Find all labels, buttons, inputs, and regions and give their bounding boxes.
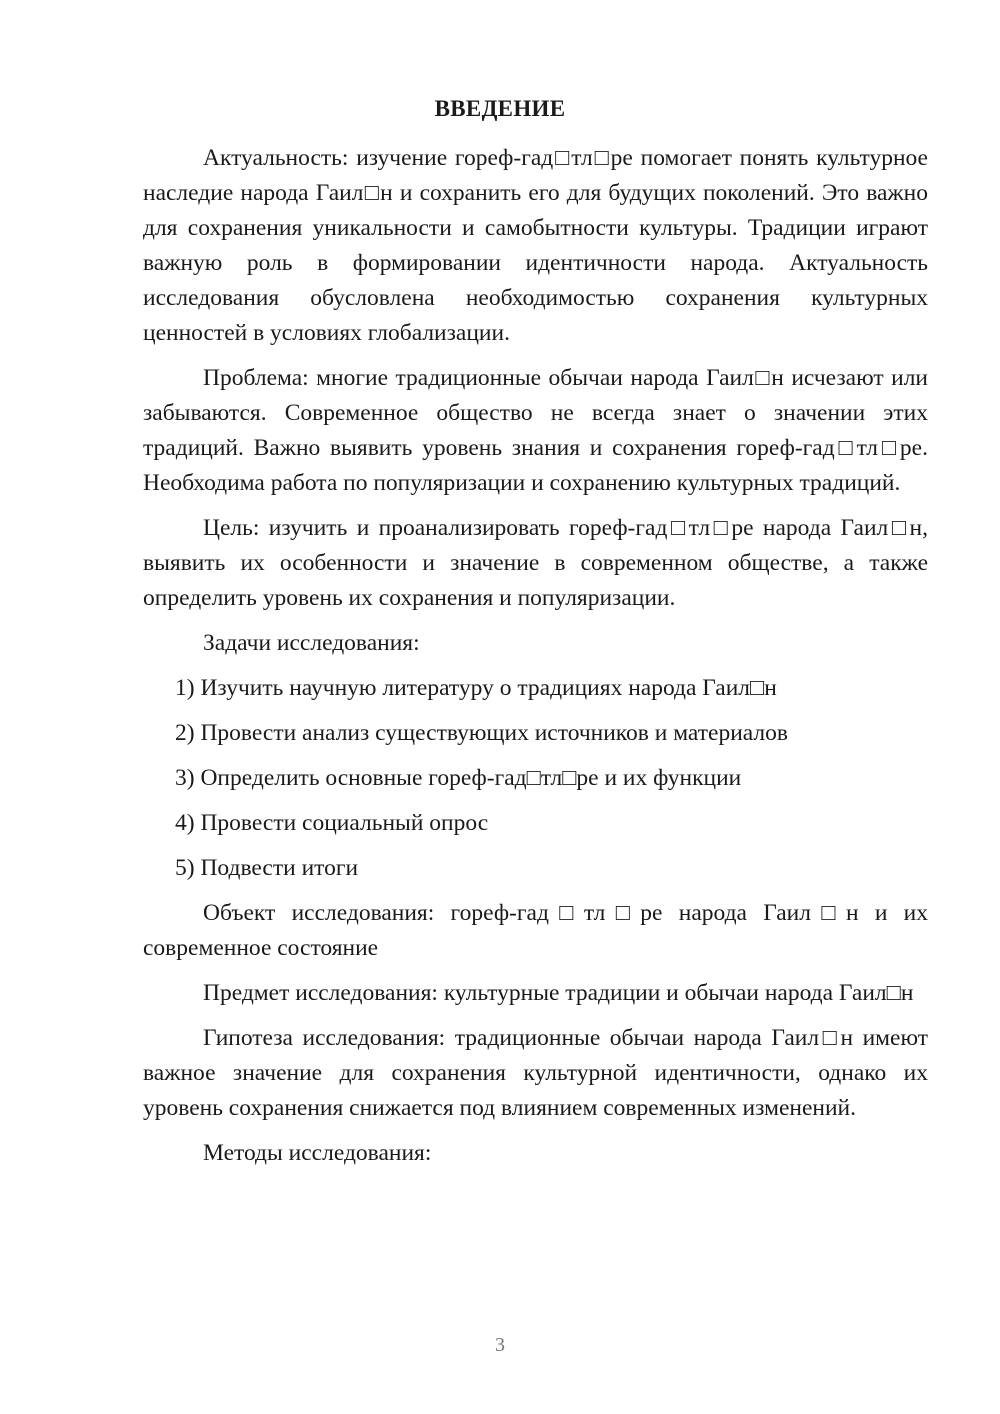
subject-paragraph: Предмет исследования: культурные традиции и обычаи народа Гаил□н: [203, 980, 914, 1006]
tasks-list: [143, 671, 928, 886]
task-item-1: 1) Изучить научную литературу о традициях народа Гаил□н: [175, 675, 777, 701]
page-number: 3: [495, 1334, 505, 1356]
document-body: [143, 141, 928, 1181]
tasks-heading: Задачи исследования:: [203, 630, 420, 656]
task-item-2: 2) Провести анализ существующих источников и материалов: [175, 720, 788, 746]
task-item-4: 4) Провести социальный опрос: [175, 810, 489, 836]
task-item-5: 5) Подвести итоги: [175, 855, 359, 881]
methods-heading: Методы исследования:: [203, 1140, 432, 1166]
task-item-3: 3) Определить основные гореф-гад□тл□ре и их функции: [175, 765, 742, 791]
page-title: ВВЕДЕНИЕ: [434, 96, 566, 121]
hypothesis-paragraph: Гипотеза исследования: традиционные обычаи народа Гаил□н имеют важное значение для сохранения культурной идентичности, однако их уровень сохранения снижается под влиянием современных изменений.: [143, 1025, 928, 1121]
object-paragraph: Объект исследования: гореф-гад□тл□ре народа Гаил□н и их современное состояние: [143, 900, 928, 961]
relevance-paragraph: Актуальность: изучение гореф-гад□тл□ре помогает понять культурное наследие народа Гаил□н и сохранить его для будущих поколений. Это важно для сохранения уникальности и самобытности культуры. Традиции играют важную роль в формировании идентичности народа. Актуальность исследования обусловлена необходимостью сохранения культурных ценностей в условиях глобализации.: [143, 145, 928, 346]
problem-paragraph: Проблема: многие традиционные обычаи народа Гаил□н исчезают или забываются. Современное общество не всегда знает о значении этих традиций. Важно выявить уровень знания и сохранения гореф-гад□тл□ре. Необходима работа по популяризации и сохранению культурных традиций.: [143, 365, 928, 496]
goal-paragraph: Цель: изучить и проанализировать гореф-гад□тл□ре народа Гаил□н, выявить их особенности и значение в современном обществе, а также определить уровень их сохранения и популяризации.: [143, 515, 928, 611]
